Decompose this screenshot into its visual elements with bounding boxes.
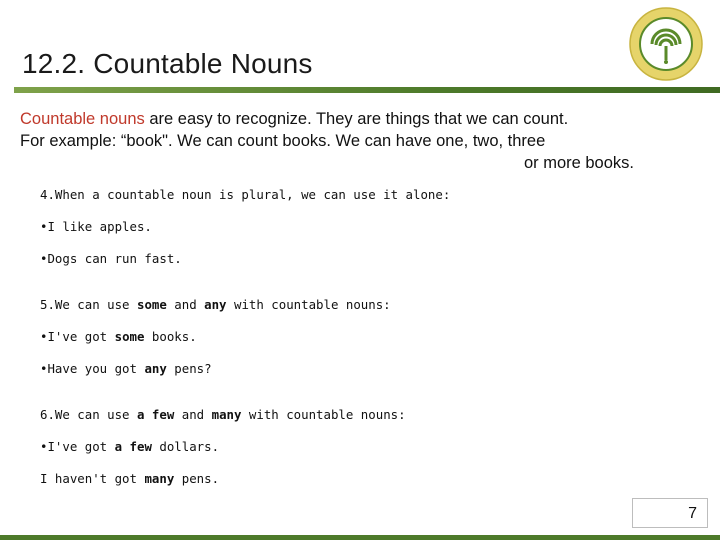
example-line — [40, 219, 152, 234]
page-number-box — [632, 498, 708, 528]
bold-term: a few — [136, 407, 175, 422]
rule-text: •Have you got — [40, 361, 145, 376]
slide-title: 12.2. Countable Nouns — [22, 48, 313, 79]
rule-text: pens. — [174, 471, 220, 486]
university-logo — [628, 6, 704, 82]
rule-text: I haven't got — [40, 471, 145, 486]
rule-text: 4.When a countable noun is plural, we can use it alone: — [40, 187, 451, 202]
rule-text: dollars. — [151, 439, 220, 454]
example-line — [40, 329, 197, 344]
rule-text: •I've got — [40, 329, 115, 344]
rule-text: 5.We can use — [40, 297, 137, 312]
rule-text: with countable nouns: — [226, 297, 391, 312]
rule-4-heading — [40, 187, 450, 202]
bold-term: a few — [114, 439, 152, 454]
rule-text: •Dogs can run fast. — [40, 251, 182, 266]
rule-6-heading — [40, 407, 406, 422]
bottom-bar — [0, 535, 720, 540]
rule-text: with countable nouns: — [241, 407, 406, 422]
rule-text: 6.We can use — [40, 407, 137, 422]
bold-term: many — [144, 471, 175, 486]
example-line — [40, 471, 219, 486]
example-line — [40, 439, 219, 454]
intro-line2: For example: “book". We can count books. We can have one, two, three — [20, 132, 546, 150]
rule-text: •I've got — [40, 439, 115, 454]
intro-paragraph — [20, 108, 640, 174]
page-number: 7 — [688, 505, 697, 522]
university-seal-icon — [628, 6, 704, 82]
rule-text: and — [174, 407, 212, 422]
intro-line3: or more books. — [523, 154, 634, 172]
bold-term: many — [211, 407, 242, 422]
rule-text: pens? — [166, 361, 212, 376]
bold-term: some — [136, 297, 167, 312]
rule-text: and — [166, 297, 205, 312]
intro-line1: are easy to recognize. They are things that we can count. — [144, 110, 569, 128]
rule-text: books. — [144, 329, 197, 344]
example-line — [40, 251, 182, 266]
title-underline — [14, 87, 720, 93]
intro-highlight: Countable nouns — [20, 110, 145, 128]
rule-text: •I like apples. — [40, 219, 152, 234]
bold-term: some — [114, 329, 145, 344]
example-line — [40, 361, 212, 376]
rule-5-heading — [40, 297, 391, 312]
bold-term: any — [144, 361, 167, 376]
bold-term: any — [204, 297, 227, 312]
